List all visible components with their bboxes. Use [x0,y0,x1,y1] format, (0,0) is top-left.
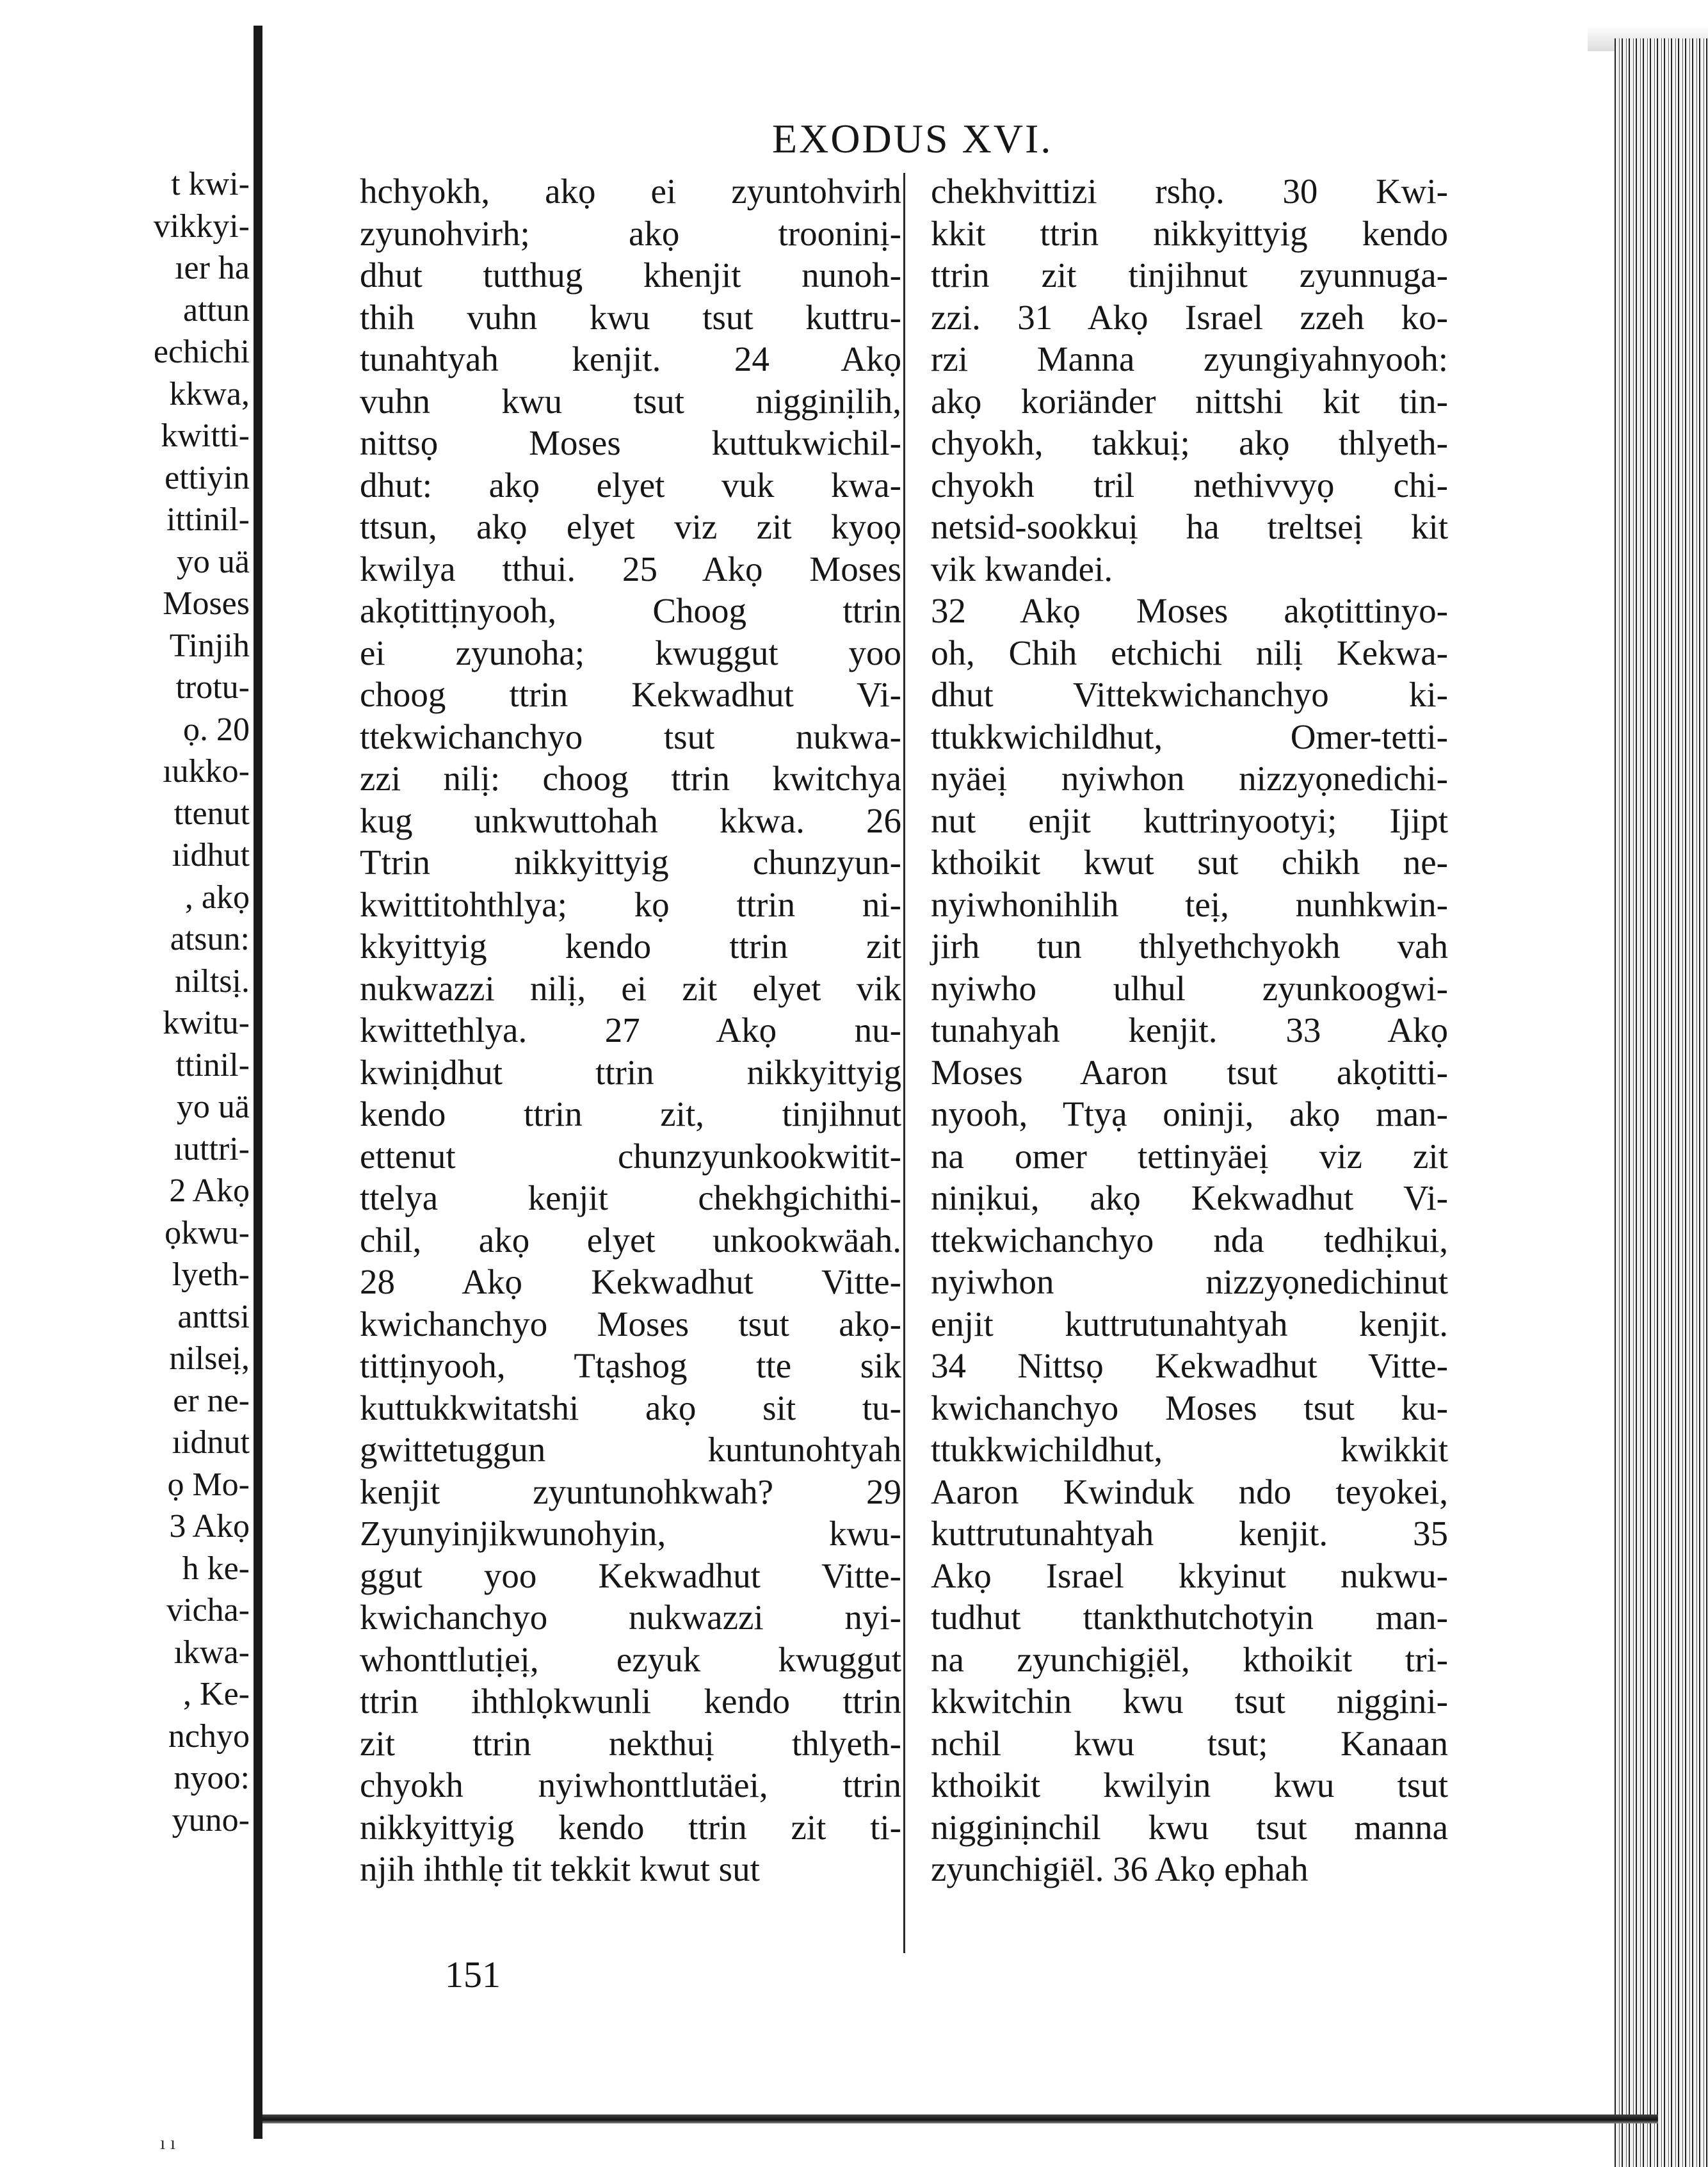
text-line: kthoikit kwilyin kwu tsut [931,1765,1448,1805]
facing-page-line: 3 Akọ [169,1508,250,1545]
facing-page-line: vikkyi- [153,207,250,245]
facing-page-line: Moses [163,585,250,622]
page-bottom-edge [262,2114,1658,2123]
text-line: choog ttrin Kekwadhut Vi- [360,675,901,714]
facing-page-line: ọ. 20 [183,711,250,748]
facing-page-line: trotu- [175,669,250,706]
facing-page-line: yo uä [176,1089,250,1125]
text-line: njih ihthlẹ tit tekkit kwut sut [360,1849,760,1888]
facing-page-line: yo uä [176,543,250,580]
margin-marks: ı ı [160,2132,176,2154]
facing-page-line: echichi [153,334,250,370]
text-line: kkwitchin kwu tsut niggini- [931,1682,1448,1721]
text-line: akọ koriänder nittshi kit tin- [931,381,1448,421]
facing-page-line: ıuttri- [173,1130,250,1167]
text-line: jirh tun thlyethchyokh vah [931,927,1448,966]
facing-page-line: kwitu- [163,1005,250,1041]
text-line: chyokh, takkuị; akọ thlyeth- [931,423,1448,462]
facing-page-line: vicha- [166,1592,250,1628]
text-line: hchyokh, akọ ei zyuntohvirh [360,172,901,211]
facing-page-line: t kwi- [171,166,250,202]
text-line: na omer tettinyäeị viz zit [931,1136,1448,1176]
facing-page-line: kkwa, [169,375,250,412]
text-line: nikkyittyig kendo ttrin zit ti- [360,1807,901,1847]
facing-page-line: lyeth- [172,1256,250,1293]
text-line: nchil kwu tsut; Kanaan [931,1723,1448,1763]
facing-page-line: kwitti- [161,418,250,454]
text-line: chekhvittizi rshọ. 30 Kwi- [931,172,1448,211]
facing-page-line: 2 Akọ [169,1173,250,1209]
text-line: zit ttrin nekthuị thlyeth- [360,1723,901,1763]
facing-page-line: , Ke- [183,1676,250,1712]
text-line: kug unkwuttohah kkwa. 26 [360,800,901,840]
text-line: kwittitohthlya; kọ ttrin ni- [360,884,901,924]
facing-page-line: attun [183,291,250,329]
facing-page-line: er ne- [173,1382,250,1419]
text-line: netsid-sookkuị ha treltseị kit [931,507,1448,546]
text-line: vik kwandei. [931,549,1113,588]
facing-page-line: ıkwa- [173,1634,250,1671]
text-line: 28 Akọ Kekwadhut Vitte- [360,1262,901,1301]
text-line: ninịkui, akọ Kekwadhut Vi- [931,1178,1448,1217]
running-header: EXODUS XVI. [772,116,1053,161]
text-line: ggut yoo Kekwadhut Vitte- [360,1555,901,1595]
page-block-edge [1615,38,1708,2167]
text-line: dhut tutthug khenjit nunoh- [360,256,901,295]
text-line: kwilya tthui. 25 Akọ Moses [360,549,901,588]
text-line: nyiwho ulhul zyunkoogwi- [931,968,1448,1008]
facing-page-line: anttsi [177,1298,250,1335]
text-line: kwichanchyo Moses tsut ku- [931,1388,1448,1427]
text-line: ttelya kenjit chekhgichithi- [360,1178,901,1217]
facing-page-line: Tinjih [169,627,250,664]
text-line: kuttrutunahtyah kenjit. 35 [931,1514,1448,1553]
text-line: Aaron Kwinduk ndo teyokei, [931,1472,1448,1511]
text-line: 32 Akọ Moses akọtittinyo- [931,591,1448,630]
text-line: kwinịdhut ttrin nikkyittyig [360,1052,901,1092]
text-line: thih vuhn kwu tsut kuttru- [360,297,901,337]
text-line: kthoikit kwut sut chikh ne- [931,843,1448,882]
text-line: nittsọ Moses kuttukwichil- [360,423,901,462]
facing-page-line: ıidhut [172,837,250,873]
text-line: nukwazzi nilị, ei zit elyet vik [360,968,901,1008]
facing-page-line: h ke- [182,1550,250,1587]
text-line: kendo ttrin zit, tinjihnut [360,1094,901,1133]
facing-page-text [0,163,250,1841]
text-line: nyiwhon nizzyọnedichinut [931,1262,1448,1301]
facing-page-line: ọ Mo- [167,1466,250,1503]
book-gutter [254,26,262,2139]
text-line: tittịnyooh, Ttạshog tte sik [360,1346,901,1385]
text-line: rzi Manna zyungiyahnyooh: [931,339,1448,378]
facing-page-line: ıukko- [163,753,250,790]
text-line: ttekwichanchyo tsut nukwa- [360,717,901,756]
text-line: vuhn kwu tsut nigginịlih, [360,381,901,421]
text-line: tunahyah kenjit. 33 Akọ [931,1010,1448,1050]
text-line: ttrin ihthlọkwunli kendo ttrin [360,1682,901,1721]
text-line: na zyunchigịël, kthoikit tri- [931,1639,1448,1679]
text-line: kwichanchyo nukwazzi nyi- [360,1598,901,1637]
facing-page-line: ttenut [173,795,250,832]
facing-page-line: niltsị. [174,962,250,1000]
facing-page-line: ıidnut [172,1424,250,1461]
text-line: chyokh tril nethivvyọ chi- [931,465,1448,505]
text-column-right [931,170,1448,1890]
facing-page-line: ettiyin [165,459,250,496]
facing-page-line: nilseị, [169,1340,250,1377]
text-line: Ttrin nikkyittyig chunzyun- [360,843,901,882]
column-rule [903,173,905,1953]
facing-page-line: ttinil- [175,1046,250,1084]
text-line: nyooh, Ttyạ oninji, akọ man- [931,1094,1448,1133]
text-line: ttukkwichildhut, kwikkit [931,1430,1448,1469]
text-line: Akọ Israel kkyinut nukwu- [931,1555,1448,1595]
text-line: zzi nilị: choog ttrin kwitchya [360,759,901,798]
text-line: zyunchigiël. 36 Akọ ephah [931,1849,1309,1888]
text-line: oh, Chih etchichi nilị Kekwa- [931,633,1448,672]
text-line: ttrin zit tinjihnut zyunnuga- [931,256,1448,295]
text-line: ttekwichanchyo nda tedhịkui, [931,1220,1448,1260]
facing-page-line: nchyo [168,1717,250,1755]
facing-page-line: ıer ha [175,250,250,286]
text-line: kenjit zyuntunohkwah? 29 [360,1472,901,1511]
text-line: Moses Aaron tsut akọtitti- [931,1052,1448,1092]
facing-page-line: ọkwu- [165,1214,250,1251]
text-line: chyokh nyiwhonttlutäei, ttrin [360,1765,901,1805]
text-line: whonttlutịeị, ezyuk kwuggut [360,1639,901,1679]
text-line: ttukkwichildhut, Omer-tetti- [931,717,1448,756]
text-line: tudhut ttankthutchotyin man- [931,1598,1448,1637]
text-line: kwittethlya. 27 Akọ nu- [360,1010,901,1050]
text-line: nyiwhonihlih teị, nunhkwin- [931,884,1448,924]
page-number: 151 [445,1954,501,1995]
facing-page-line: yuno- [172,1801,250,1838]
text-line: 34 Nittsọ Kekwadhut Vitte- [931,1346,1448,1385]
text-line: ettenut chunzyunkookwitit- [360,1136,901,1176]
text-line: nut enjit kuttrinyootyi; Ijipt [931,800,1448,840]
text-line: Zyunyinjikwunohyin, kwu- [360,1514,901,1553]
text-line: dhut Vittekwichanchyo ki- [931,675,1448,714]
text-line: ei zyunoha; kwuggut yoo [360,633,901,672]
facing-page-line: , akọ [184,879,250,916]
text-line: zzi. 31 Akọ Israel zzeh ko- [931,297,1448,337]
facing-page-line: ittinil- [166,501,250,538]
facing-page-line: nyoo: [173,1760,250,1796]
text-line: enjit kuttrutunahtyah kenjit. [931,1304,1448,1343]
text-column-left [360,170,901,1890]
text-line: nigginịnchil kwu tsut manna [931,1807,1448,1847]
facing-page [0,0,254,2167]
text-line: gwittetuggun kuntunohtyah [360,1430,901,1469]
text-line: ttsun, akọ elyet viz zit kyoọ [360,507,901,546]
text-line: chil, akọ elyet unkookwäah. [360,1220,901,1260]
text-line: zyunohvirh; akọ trooninị- [360,213,901,253]
text-line: kuttukkwitatshi akọ sit tu- [360,1388,901,1427]
text-line: dhut: akọ elyet vuk kwa- [360,465,901,505]
text-line: akọtittịnyooh, Choog ttrin [360,591,901,630]
text-line: nyäeị nyiwhon nizzyọnedichi- [931,759,1448,798]
text-line: kwichanchyo Moses tsut akọ- [360,1304,901,1343]
facing-page-line: atsun: [170,921,250,957]
text-line: kkyittyig kendo ttrin zit [360,927,901,966]
text-line: kkit ttrin nikkyittyig kendo [931,213,1448,253]
text-line: tunahtyah kenjit. 24 Akọ [360,339,901,378]
